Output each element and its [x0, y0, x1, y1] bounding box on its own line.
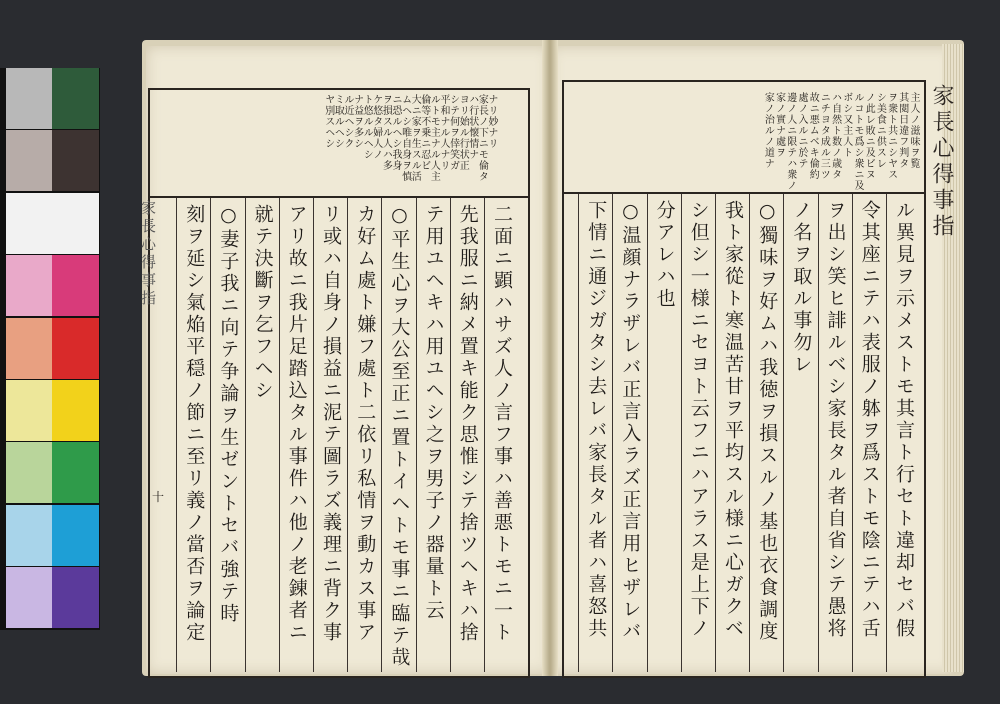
color-patch	[6, 442, 53, 503]
header-note: ハ自然ト数ノ歳タ	[829, 92, 841, 180]
page-title: 家長心得事指	[929, 84, 954, 240]
header-note: ナ益ヲ多シ	[351, 94, 363, 149]
book-gutter	[542, 40, 558, 676]
column-rule	[279, 198, 280, 672]
header-note: ル近ヘシク	[342, 94, 353, 149]
color-patch	[6, 193, 53, 254]
text-column: ヲ出シ笑ヒ誹ルベシ家長タル者自省シテ愚将	[824, 200, 847, 640]
page-number: 十	[152, 490, 165, 504]
header-note: ボシ又主人ト	[840, 92, 852, 158]
color-patch	[6, 567, 53, 628]
header-note: 主人ノ滋味ヲ覧	[908, 92, 919, 169]
color-patch	[6, 318, 53, 379]
header-note: ハ行状懐情ナ	[466, 94, 478, 160]
text-column: アリ故ニ我片足踏込タル事件ハ他ノ老錬者ニ	[285, 204, 308, 644]
text-column: ○温顔ナラザレバ正言入ラズ正言用ヒザレバ	[619, 200, 642, 643]
color-patch	[52, 68, 99, 129]
color-patch	[6, 130, 53, 191]
text-column: 刻ヲ延シ氣焔平穏ノ節ニ至リ義ノ當否ヲ論定	[183, 204, 206, 644]
header-note: ムヘシ唯自身ヲ慎	[399, 94, 411, 182]
header-note: ケ悠タ婦人ノ	[370, 94, 382, 160]
header-note: ルトモ主ナル人主	[428, 94, 440, 182]
column-rule	[749, 194, 750, 672]
text-column: ノ名ヲ取ル事勿レ	[790, 200, 813, 376]
left-side-title: 家長心得事指	[139, 200, 157, 308]
header-note: ニ恐ルヘシ我身	[390, 94, 401, 171]
column-rule	[783, 194, 784, 672]
text-column: 下情ニ通ジガタシ去レバ家長タル者ハ喜怒共	[585, 200, 608, 640]
header-note: ト悠ルルヘシ	[361, 94, 373, 160]
column-rule	[681, 194, 682, 672]
color-patch	[52, 380, 99, 441]
column-rule	[647, 194, 648, 672]
left-header-rule	[148, 196, 528, 198]
color-patch	[52, 505, 99, 566]
column-rule	[886, 194, 887, 672]
column-rule	[245, 198, 246, 672]
text-column: ○妻子我ニ向テ争論ヲ生ゼントセバ強テ時	[217, 204, 240, 625]
text-column: 我ト家從ト寒温苦甘ヲ平均スル様ニ心ガクベ	[722, 200, 744, 640]
color-patch	[52, 318, 99, 379]
header-note: ニチヨタ成ル三ツ	[818, 92, 830, 180]
header-note: 邊ノ人ニ限テハ衆ノ	[784, 92, 796, 191]
column-rule	[818, 194, 819, 672]
header-note: ヲ衆ト共ニシヤス	[885, 92, 897, 180]
text-column: リ或ハ自身ノ損益ニ泥テ圖ラズ義理ニ背ク事	[320, 204, 342, 644]
column-rule	[450, 198, 451, 672]
header-note: ヲ損スル人ハ多	[380, 94, 392, 171]
column-rule	[313, 198, 314, 672]
header-note: 家ノ治ルノ道ナ	[762, 92, 774, 169]
header-note: 大ニ家ヲ生スル活	[409, 94, 421, 182]
header-note: ヤ別スヘシ	[322, 94, 334, 149]
right-header-rule	[562, 192, 924, 194]
color-patch	[52, 567, 99, 628]
header-note: シ美食ニ供スレ	[874, 92, 886, 169]
column-rule	[176, 198, 177, 672]
text-column: 先我服ニ納メ置キ能ク思惟シテ捨ツヘキハ捨	[456, 204, 479, 644]
column-rule	[715, 194, 716, 672]
header-note: 家長ノ下ニモ倫タ	[476, 94, 488, 182]
text-column: ル異見ヲ示メストモ其言ト行セト違却セバ假	[893, 200, 915, 640]
text-column: ○平生心ヲ大公至正ニ置トイヘトモ事ニ臨テ哉	[388, 204, 411, 669]
header-note: 其閲日違フ判タ	[896, 92, 908, 169]
text-column: 二面ニ顕ハサズ人ノ言フ事ハ善悪トモニ一ト	[491, 204, 513, 644]
color-patch	[6, 255, 53, 316]
header-note: ルコトモ爲シ衆ニ及	[852, 92, 863, 191]
text-column: カ好ム處ト嫌フ處ト二依リ私情ヲ動カス事ア	[354, 204, 377, 644]
header-note: 處ノ入ルニ於テ	[796, 92, 807, 169]
color-patch	[6, 505, 53, 566]
text-column: テ用ユヘキハ用ユヘシ之ヲ男子ノ器量ト云	[422, 204, 445, 622]
column-rule	[852, 194, 853, 672]
color-patch	[52, 130, 99, 191]
column-rule	[381, 198, 382, 672]
header-note: ノ此レ敗ニ及ビヌ	[863, 92, 875, 180]
header-note: 故ニ悪ムベキ倫約	[807, 92, 819, 180]
text-column: 分アレハ也	[653, 200, 676, 310]
header-note: 家ノ實ナ處ヲ	[773, 92, 785, 158]
text-column: ○獨味ヲ好ムハ我徳ヲ損スルノ基也衣食調度	[756, 200, 779, 643]
header-note: ミ取ルヘシ	[332, 94, 344, 149]
header-note: ナリ妙ナリ	[486, 94, 497, 149]
color-patch	[6, 68, 53, 129]
color-patch	[52, 442, 99, 503]
header-note: 倫等不乗ニ忍ビ	[418, 94, 430, 171]
text-column: 令其座ニテハ表服ノ躰ヲ爲ストモ陰ニテハ舌	[858, 200, 881, 640]
header-note: ヨリ始ル行状正	[457, 94, 469, 171]
column-rule	[612, 194, 613, 672]
header-note: シテ何ヲ倖笑ガ	[447, 94, 459, 171]
header-note: 平和ナル人ナリ	[438, 94, 449, 171]
color-calibration-strip	[0, 68, 100, 630]
column-rule	[484, 198, 485, 672]
column-rule	[347, 198, 348, 672]
text-column: 就テ決斷ヲ乞フヘシ	[251, 204, 274, 402]
color-patch	[6, 380, 53, 441]
color-patch	[52, 193, 99, 254]
open-book	[139, 40, 964, 676]
column-rule	[210, 198, 211, 672]
column-rule	[578, 194, 579, 672]
text-column: シ但シ一様ニセヨト云フニハアラス是上下ノ	[687, 200, 710, 640]
column-rule	[416, 198, 417, 672]
color-patch	[52, 255, 99, 316]
